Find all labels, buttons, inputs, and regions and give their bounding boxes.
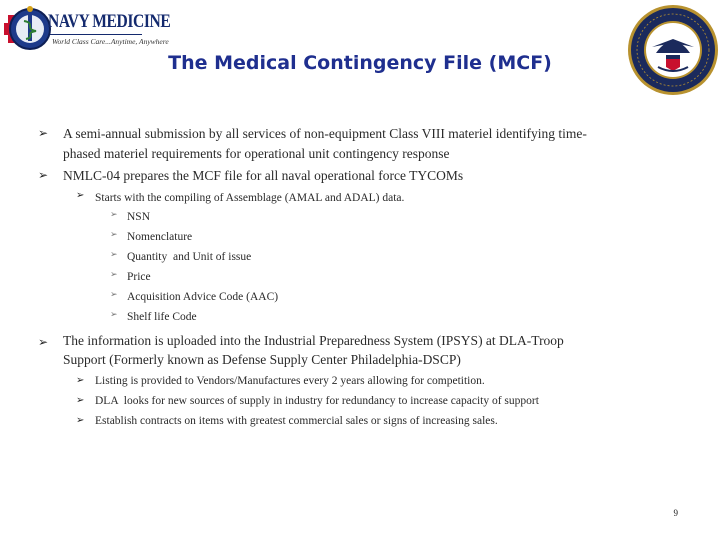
arrow-bullet-icon: ➢ [110,270,118,280]
logo-wordmark: NAVY MEDICINE [48,11,171,32]
arrow-bullet-icon: ➢ [76,415,85,426]
arrow-bullet-icon: ➢ [110,290,118,300]
field-item: Quantity and Unit of issue [127,251,252,263]
field-item: Nomenclature [127,231,193,243]
arrow-bullet-icon: ➢ [110,310,118,320]
bullet-3: The information is uploaded into the Industrial Preparedness System (IPSYS) at DLA-Troop [63,333,564,348]
field-item: Price [127,271,151,283]
arrow-bullet-icon: ➢ [38,335,49,349]
arrow-bullet-icon: ➢ [38,168,49,182]
bullet-2-sub: Starts with the compiling of Assemblage (AMAL and ADAL) data. [95,192,405,204]
bullet-1-continuation: phased materiel requirements for operational unit contingency response [63,146,450,161]
arrow-bullet-icon: ➢ [76,375,85,386]
arrow-bullet-icon: ➢ [110,230,118,240]
bullet-3-sub: Listing is provided to Vendors/Manufactures every 2 years allowing for competition. [95,375,485,387]
page-number: 9 [673,508,678,518]
slide-title: The Medical Contingency File (MCF) [168,52,552,74]
bullet-1: A semi-annual submission by all services of non-equipment Class VIII materiel identifying time- [63,126,587,141]
logo-tagline: World Class Care...Anytime, Anywhere [52,37,169,46]
field-item: Shelf life Code [127,311,197,323]
bullet-3-sub: Establish contracts on items with greatest commercial sales or signs of increasing sales. [95,415,498,427]
arrow-bullet-icon: ➢ [38,126,49,140]
bullet-3-sub: DLA looks for new sources of supply in industry for redundancy to increase capacity of support [95,395,539,407]
field-item: NSN [127,211,151,223]
bullet-2: NMLC-04 prepares the MCF file for all naval operational force TYCOMs [63,168,464,183]
arrow-bullet-icon: ➢ [110,210,118,220]
arrow-bullet-icon: ➢ [76,395,85,406]
field-item: Acquisition Advice Code (AAC) [127,291,279,303]
arrow-bullet-icon: ➢ [76,190,85,201]
bullet-3-continuation: Support (Formerly known as Defense Supply Center Philadelphia-DSCP) [63,352,461,367]
arrow-bullet-icon: ➢ [110,250,118,260]
